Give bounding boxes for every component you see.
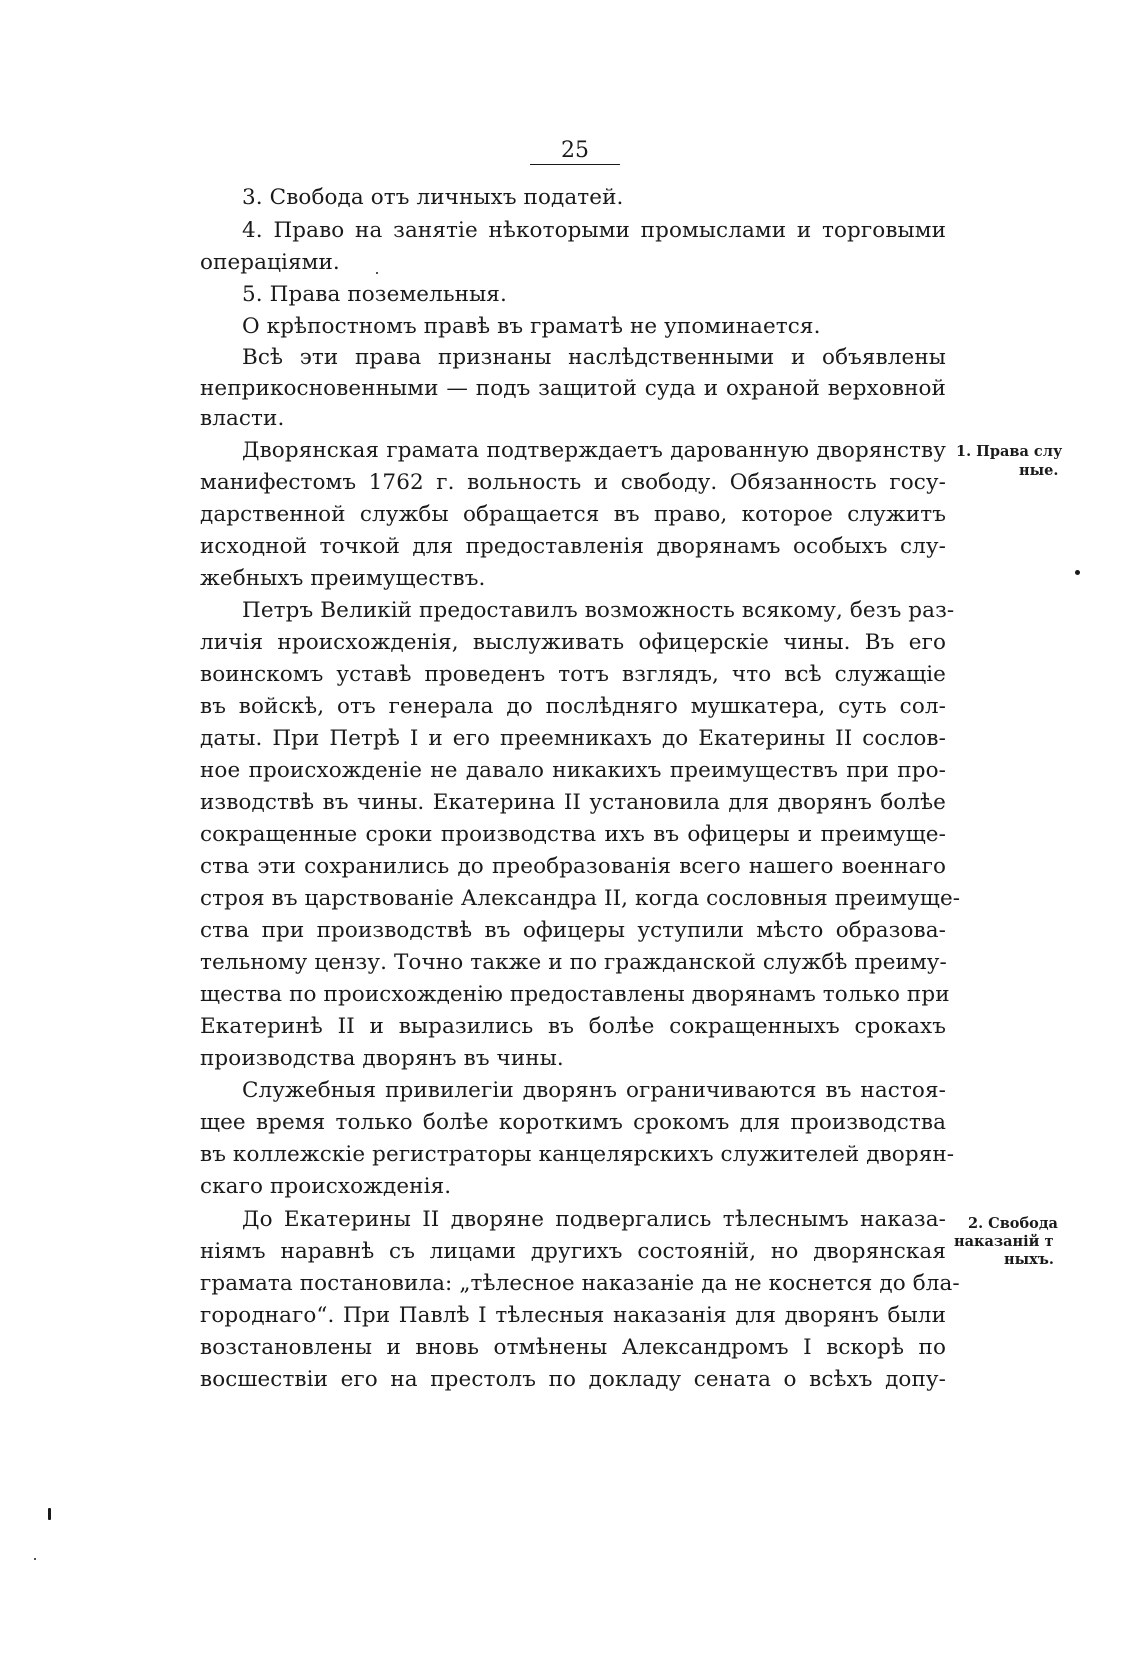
page-number-rule: [530, 164, 620, 165]
text-line: ное происхожденіе не давало никакихъ преимуществъ при про-: [200, 758, 946, 783]
text-line: личія нроисхожденія, выслуживать офицерскіе чины. Въ его: [200, 630, 946, 655]
text-line: ніямъ наравнѣ съ лицами другихъ состояній, но дворянская: [200, 1239, 946, 1264]
text-line: тельному цензу. Точно также и по гражданской службѣ преиму-: [200, 950, 947, 975]
scan-speck: [376, 272, 378, 274]
text-line: Служебныя привилегіи дворянъ ограничиваются въ настоя-: [242, 1078, 946, 1103]
text-line: въ коллежскіе регистраторы канцелярскихъ служителей дворян-: [200, 1142, 955, 1167]
margin-note: 1. Права слу: [956, 443, 1063, 460]
margin-note: ныхъ.: [1004, 1251, 1054, 1268]
text-line: Дворянская грамата подтверждаетъ дарованную дворянству: [242, 438, 946, 463]
text-line: щества по происхожденію предоставлены дворянамъ только при: [200, 982, 950, 1007]
text-line: Всѣ эти права признаны наслѣдственными и объявлены: [242, 345, 946, 370]
text-line: щее время только болѣе короткимъ срокомъ для производства: [200, 1110, 946, 1135]
text-line: сокращенные сроки производства ихъ въ офицеры и преимуще-: [200, 822, 946, 847]
text-line: исходной точкой для предоставленія дворянамъ особыхъ слу-: [200, 534, 946, 559]
scan-speck: [34, 1558, 36, 1560]
text-line: жебныхъ преимуществъ.: [200, 566, 486, 591]
text-line: восшествіи его на престолъ по докладу сената о всѣхъ допу-: [200, 1367, 946, 1392]
text-line: производства дворянъ въ чины.: [200, 1046, 564, 1071]
text-line: 4. Право на занятіе нѣкоторыми промыслами и торговыми: [242, 218, 946, 243]
text-line: скаго происхожденія.: [200, 1174, 452, 1199]
text-line: власти.: [200, 406, 285, 431]
margin-note: ные.: [1019, 462, 1059, 479]
text-line: Екатеринѣ II и выразились въ болѣе сокращенныхъ срокахъ: [200, 1014, 946, 1039]
text-line: даты. При Петрѣ I и его преемникахъ до Екатерины II сослов-: [200, 726, 946, 751]
text-line: грамата постановила: „тѣлесное наказаніе да не коснется до бла-: [200, 1271, 960, 1296]
text-line: въ войскѣ, отъ генерала до послѣдняго мушкатера, суть сол-: [200, 694, 946, 719]
text-line: дарственной службы обращается въ право, которое служитъ: [200, 502, 946, 527]
text-line: неприкосновенными — подъ защитой суда и охраной верховной: [200, 376, 946, 401]
text-line: До Екатерины II дворяне подвергались тѣлеснымъ наказа-: [242, 1207, 946, 1232]
text-line: ства эти сохранились до преобразованія всего нашего военнаго: [200, 854, 946, 879]
page-number: 25: [561, 138, 589, 163]
text-line: строя въ царствованіе Александра II, когда сословныя преимуще-: [200, 886, 961, 911]
text-line: возстановлены и вновь отмѣнены Александромъ I вскорѣ по: [200, 1335, 946, 1360]
text-line: 5. Права поземельныя.: [242, 282, 507, 307]
text-line: Петръ Великій предоставилъ возможность всякому, безъ раз-: [242, 598, 955, 623]
margin-note: 2. Свобода: [968, 1215, 1058, 1232]
text-line: ства при производствѣ въ офицеры уступили мѣсто образова-: [200, 918, 946, 943]
text-line: 3. Свобода отъ личныхъ податей.: [242, 185, 624, 210]
text-line: изводствѣ въ чины. Екатерина II установила для дворянъ болѣе: [200, 790, 946, 815]
text-line: городнаго“. При Павлѣ I тѣлесныя наказанія для дворянъ были: [200, 1303, 946, 1328]
scan-speck: [48, 1508, 51, 1520]
margin-note: наказаній т: [954, 1233, 1054, 1250]
text-line: О крѣпостномъ правѣ въ граматѣ не упоминается.: [242, 314, 821, 339]
scan-speck: [1075, 570, 1080, 575]
text-line: манифестомъ 1762 г. вольность и свободу. Обязанность госу-: [200, 470, 946, 495]
text-line: операціями.: [200, 250, 340, 275]
text-line: воинскомъ уставѣ проведенъ тотъ взглядъ, что всѣ служащіе: [200, 662, 946, 687]
